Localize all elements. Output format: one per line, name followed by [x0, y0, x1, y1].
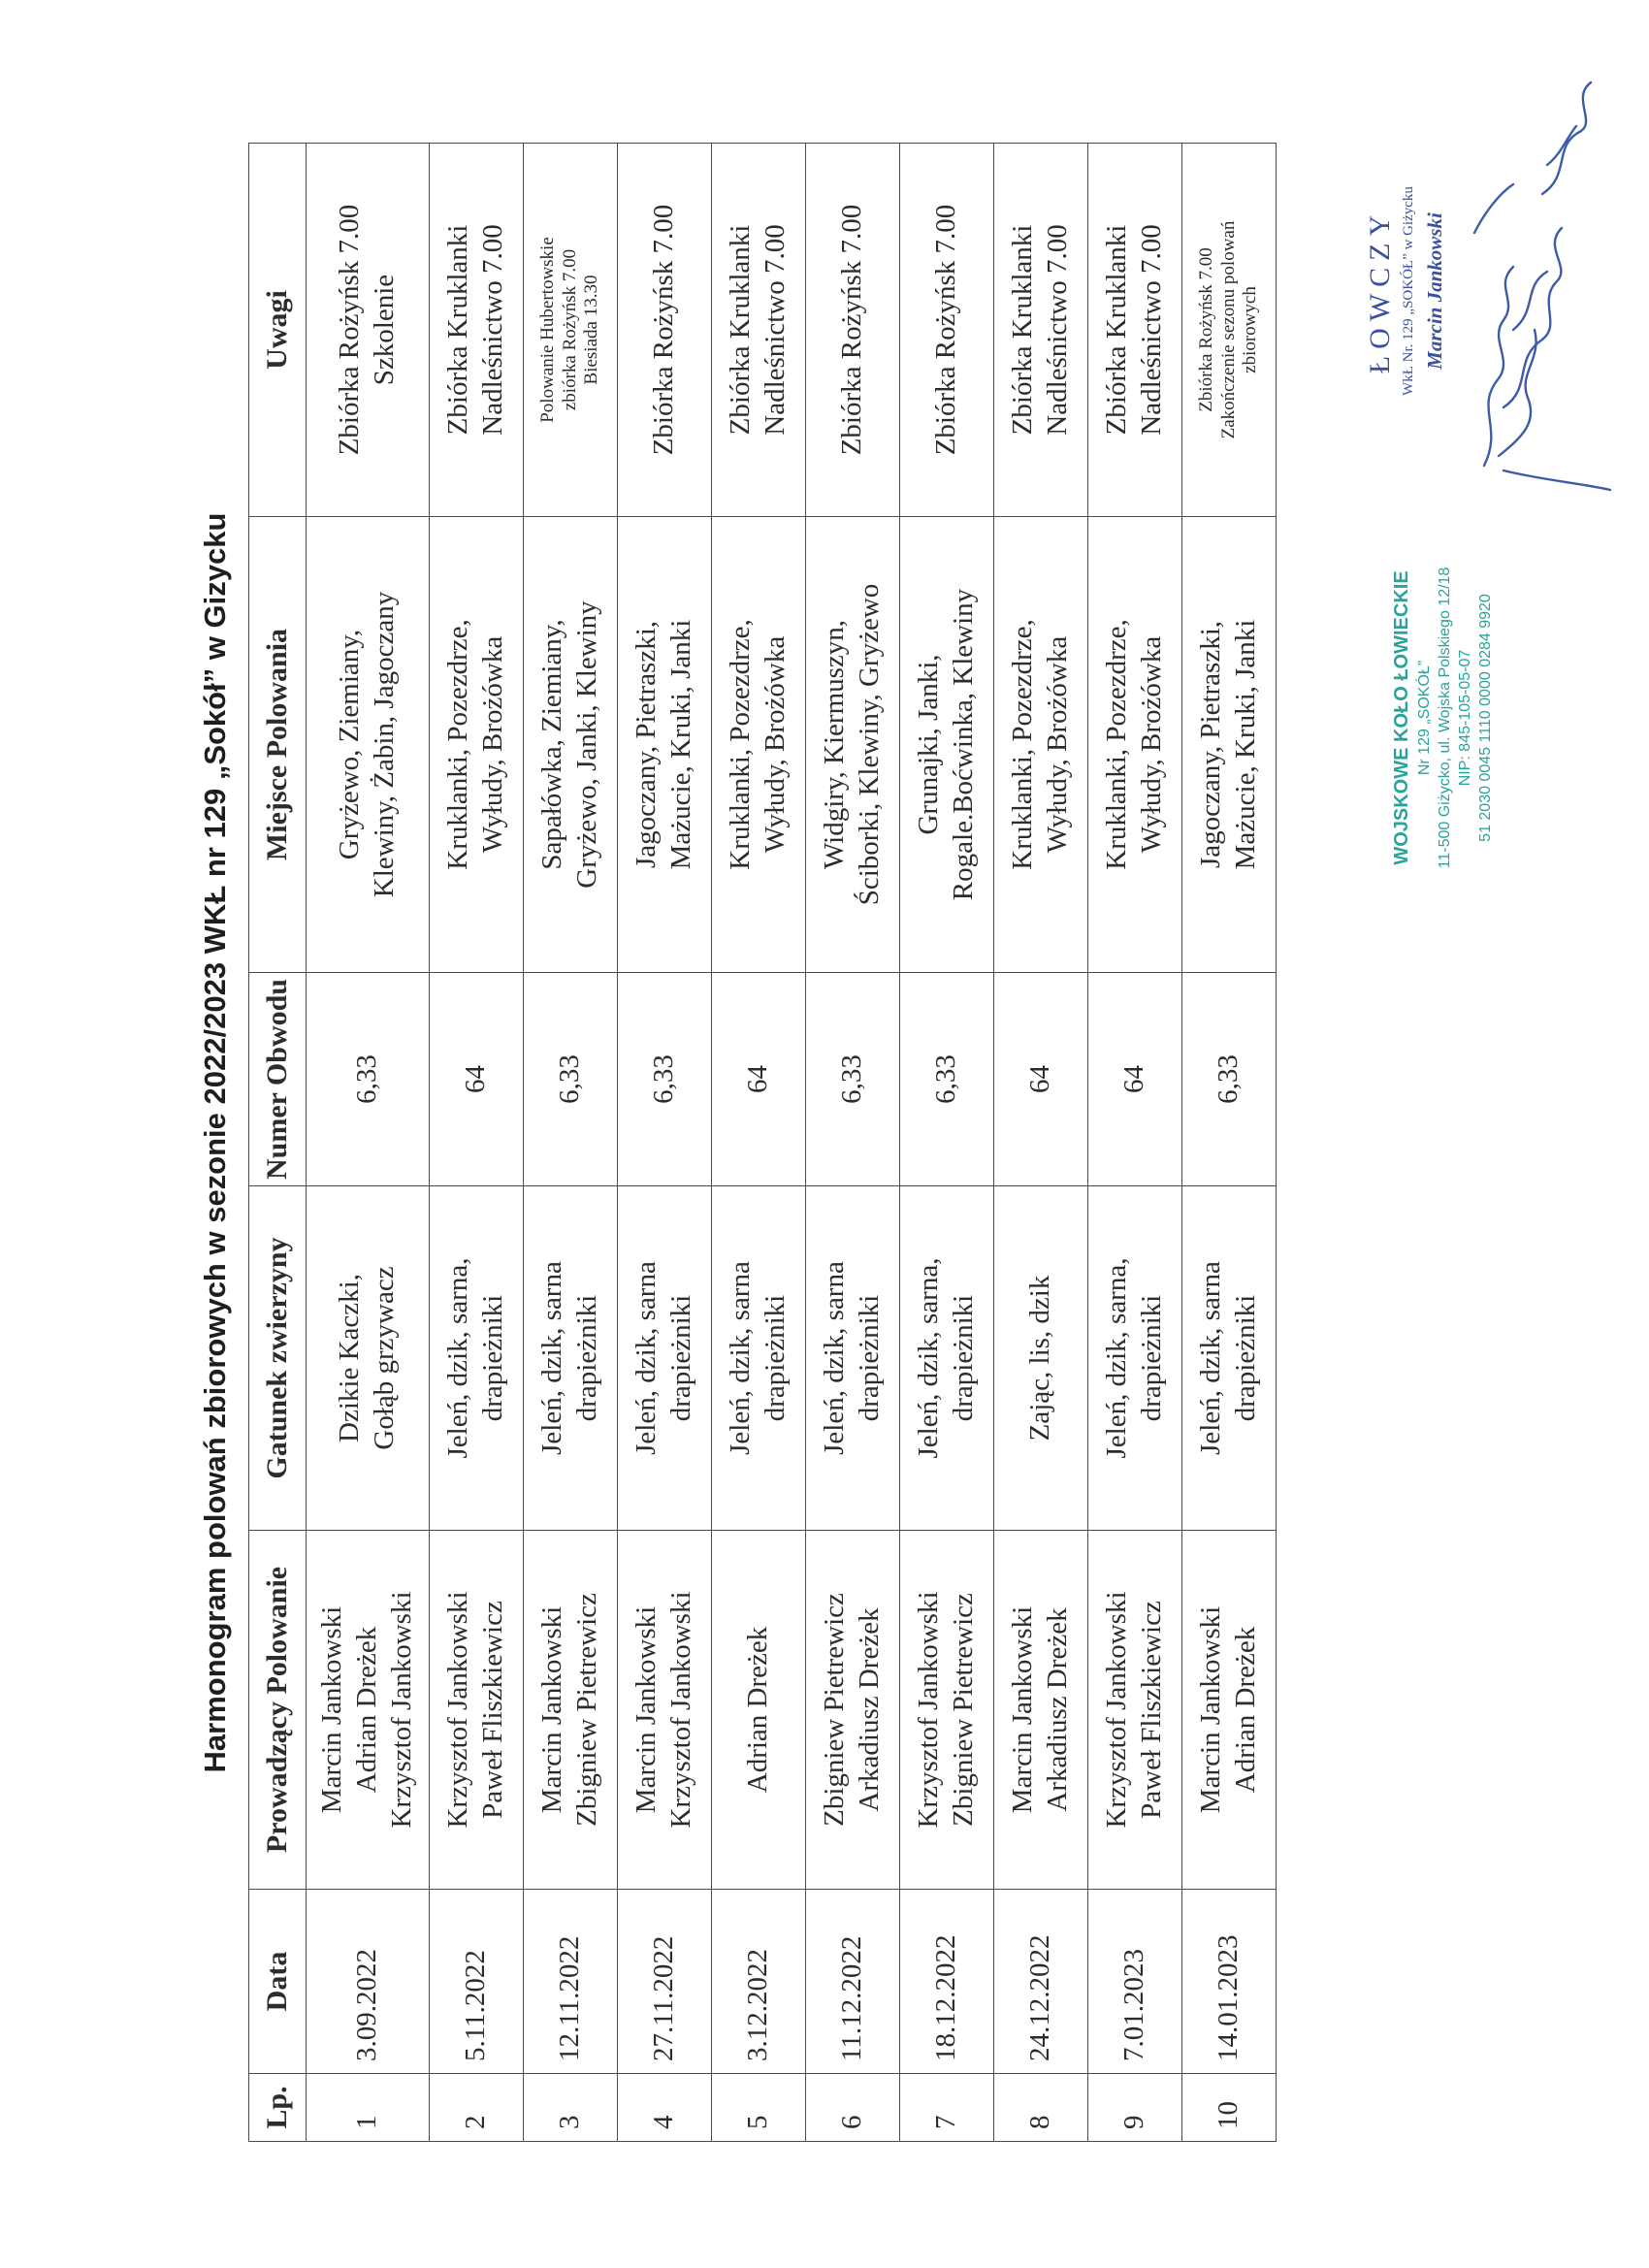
hunt-date [430, 1890, 524, 2074]
hunt-notes-line: Polowanie Hubertowskie [537, 237, 559, 423]
hunt-date-line: 24.12.2022 [1024, 1934, 1056, 2061]
row-number-line: 6 [836, 2115, 868, 2129]
hunt-leaders-line: Adrian Dreżek [351, 1626, 383, 1794]
hunt-notes [1088, 144, 1182, 517]
game-species-line: drapieżniki [854, 1294, 885, 1422]
hunt-leaders [307, 1531, 430, 1890]
hunt-leaders-line: Marcin Jankowski [316, 1605, 348, 1814]
table-row [712, 144, 806, 2142]
district-number [900, 973, 994, 1186]
hunt-date [806, 1890, 900, 2074]
hunt-date-line: 3.12.2022 [742, 1949, 774, 2061]
district-number-line: 6,33 [930, 1054, 962, 1104]
hunt-leaders-line: Arkadiusz Dreżek [1042, 1607, 1073, 1812]
column-header: Data [249, 1890, 307, 2074]
hunt-notes-line: Zbiórka Rożyńsk 7.00 [648, 204, 680, 456]
hunt-location-line: Grunajki, Janki, [913, 654, 945, 835]
hunt-date [900, 1890, 994, 2074]
hunt-date [1182, 1890, 1277, 2074]
table-row [430, 144, 524, 2142]
hunt-date-line: 14.01.2023 [1212, 1934, 1245, 2061]
row-number-line: 10 [1212, 2101, 1245, 2129]
game-species-line: Jeleń, dzik, sarna [819, 1261, 851, 1455]
district-number-line: 64 [1024, 1065, 1056, 1093]
hunt-location [524, 517, 618, 973]
hunt-date [994, 1890, 1088, 2074]
hunt-leaders [900, 1531, 994, 1890]
column-header: Lp. [249, 2074, 307, 2142]
district-number [1088, 973, 1182, 1186]
hunt-notes-line: Zbiórka Kruklanki [1007, 224, 1039, 436]
hunt-leaders-line: Arkadiusz Dreżek [854, 1607, 885, 1812]
hunt-location [806, 517, 900, 973]
column-header: Numer Obwodu [249, 973, 307, 1186]
hunt-date-line: 11.12.2022 [836, 1935, 868, 2061]
row-number [806, 2074, 900, 2142]
hunt-leaders-line: Paweł Fliszkiewicz [1136, 1601, 1167, 1819]
hunt-location [618, 517, 712, 973]
hunt-location-line: Gryżewo, Ziemiany, [334, 629, 366, 860]
row-number-line: 8 [1024, 2115, 1056, 2129]
hunt-leaders [994, 1531, 1088, 1890]
game-species-line: Jeleń, dzik, sarna [1195, 1261, 1227, 1455]
hunt-location-line: Gryżewo, Janki, Klewiny [571, 600, 602, 889]
hunt-notes [712, 144, 806, 517]
hunt-location-line: Wyłudy, Brożówka [477, 635, 508, 854]
game-species [712, 1186, 806, 1531]
hunt-notes [900, 144, 994, 517]
schedule-table [248, 143, 1277, 2142]
hunt-notes-line: Zbiórka Kruklanki [725, 224, 757, 436]
hunt-leaders-line: Krzysztof Jankowski [665, 1591, 696, 1829]
table-row [1182, 144, 1277, 2142]
game-species-line: drapieżniki [760, 1294, 791, 1422]
hunt-location-line: Sapałówka, Ziemiany, [536, 619, 568, 870]
hunt-notes-line: Nadleśnictwo 7.00 [1042, 224, 1073, 436]
row-number [1088, 2074, 1182, 2142]
district-number-line: 64 [460, 1065, 492, 1093]
hunt-leaders-line: Krzysztof Jankowski [442, 1591, 474, 1829]
hunt-date [1088, 1890, 1182, 2074]
game-species [1088, 1186, 1182, 1531]
hunt-leaders [618, 1531, 712, 1890]
hunt-notes-line: zbiórka Rożyńsk 7.00 [559, 248, 580, 411]
district-number-line: 64 [1118, 1065, 1150, 1093]
hunt-notes-line: Zbiórka Rożyńsk 7.00 [334, 204, 366, 456]
game-species-line: drapieżniki [477, 1294, 508, 1422]
hunt-leaders [430, 1531, 524, 1890]
hunt-location-line: Kruklanki, Pozezdrze, [1007, 619, 1039, 870]
hunt-notes-line: Zbiórka Rożyńsk 7.00 [1196, 247, 1217, 412]
club-stamp-nip: NIP: 845-105-05-07 [1457, 649, 1473, 787]
game-species-line: drapieżniki [665, 1294, 696, 1422]
district-number-line: 6,33 [836, 1054, 868, 1104]
district-number-line: 6,33 [351, 1054, 383, 1104]
game-species-line: Jeleń, dzik, sarna, [913, 1257, 945, 1459]
hunt-date [524, 1890, 618, 2074]
row-number-line: 9 [1118, 2115, 1150, 2129]
district-number-line: 6,33 [648, 1054, 680, 1104]
table-row [900, 144, 994, 2142]
club-stamp [1389, 490, 1515, 946]
hunt-location-line: Jagoczany, Pietraszki, [1195, 621, 1227, 868]
hunt-location [712, 517, 806, 973]
hunt-location-line: Ściborki, Klewiny, Gryżewo [854, 583, 885, 906]
table-row [806, 144, 900, 2142]
column-header: Uwagi [249, 144, 307, 517]
hunt-date-line: 18.12.2022 [930, 1934, 962, 2061]
hunt-notes-line: Zbiórka Rożyńsk 7.00 [930, 204, 962, 456]
hunt-location [1088, 517, 1182, 973]
game-species [900, 1186, 994, 1531]
hunt-leaders [1088, 1531, 1182, 1890]
hunt-location [994, 517, 1088, 973]
hunt-leaders-line: Krzysztof Jankowski [385, 1591, 417, 1829]
hunt-notes-line: Zbiórka Rożyńsk 7.00 [836, 204, 868, 456]
hunt-leaders-line: Adrian Dreżek [1230, 1626, 1261, 1794]
hunt-date [307, 1890, 430, 2074]
hunt-location-line: Jagoczany, Pietraszki, [630, 621, 663, 868]
district-number-line: 6,33 [554, 1054, 586, 1104]
document-title: Harmonogram polowań zbiorowych w sezonie 2022/2023 WKŁ nr 129 „Sokół” w Gizycku [198, 512, 232, 1773]
hunt-notes [307, 144, 430, 517]
game-species-line: Jeleń, dzik, sarna [630, 1261, 663, 1455]
hunt-notes-line: Biesiada 13.30 [581, 275, 602, 385]
game-species-line: drapieżniki [1136, 1294, 1167, 1422]
handwritten-signature [1445, 39, 1620, 495]
district-number-line: 64 [742, 1065, 774, 1093]
row-number-line: 7 [930, 2115, 962, 2129]
hunt-location [900, 517, 994, 973]
hunt-location-line: Wyłudy, Brożówka [1042, 635, 1073, 854]
row-number-line: 3 [554, 2115, 586, 2129]
hunt-location [430, 517, 524, 973]
hunt-location-line: Klewiny, Żabin, Jagoczany [369, 591, 400, 898]
table-header-row [249, 144, 307, 2142]
column-header: Gatunek zwierzyny [249, 1186, 307, 1531]
row-number [307, 2074, 430, 2142]
district-number [712, 973, 806, 1186]
hunt-notes [994, 144, 1088, 517]
district-number [1182, 973, 1277, 1186]
district-number [307, 973, 430, 1186]
stamp-club-line: WkŁ Nr. 129 „SOKÓŁ” w Giżycku [1401, 186, 1416, 396]
hunt-leaders [806, 1531, 900, 1890]
table-row [618, 144, 712, 2142]
hunt-date-line: 5.11.2022 [460, 1950, 492, 2061]
hunt-location [307, 517, 430, 973]
hunt-location-line: Widgiry, Kiermuszyn, [819, 619, 851, 870]
game-species-line: Gołąb grzywacz [369, 1266, 400, 1450]
hunt-location-line: Rogale.Boćwinka, Klewiny [948, 588, 979, 901]
hunt-leaders-line: Krzysztof Jankowski [913, 1591, 945, 1829]
hunt-notes [524, 144, 618, 517]
game-species-line: Dzikie Kaczki, [334, 1274, 366, 1442]
row-number [618, 2074, 712, 2142]
game-species-line: drapieżniki [571, 1294, 602, 1422]
row-number-line: 4 [648, 2115, 680, 2129]
hunt-notes-line: Szkolenie [369, 274, 400, 386]
hunt-location-line: Kruklanki, Pozezdrze, [1101, 619, 1133, 870]
hunt-leaders-line: Marcin Jankowski [1195, 1605, 1227, 1814]
hunt-leaders [712, 1531, 806, 1890]
game-species-line: Zając, lis, dzik [1024, 1275, 1056, 1442]
hunt-notes-line: Nadleśnictwo 7.00 [1136, 224, 1167, 436]
game-species [524, 1186, 618, 1531]
hunt-leaders-line: Marcin Jankowski [630, 1605, 663, 1814]
hunt-location-line: Mażucie, Kruki, Janki [1230, 619, 1261, 870]
club-stamp-number: Nr 129 „SOKÓŁ” [1416, 660, 1433, 776]
hunt-notes [1182, 144, 1277, 517]
hunt-notes-line: Zbiórka Kruklanki [442, 224, 474, 436]
hunt-date-line: 3.09.2022 [351, 1949, 383, 2061]
hunt-notes [618, 144, 712, 517]
hunt-notes-line: Nadleśnictwo 7.00 [760, 224, 791, 436]
stamp-title: ŁOWCZY [1364, 208, 1396, 374]
hunt-notes-line: Zakończenie sezonu polowań [1217, 220, 1239, 439]
row-number-line: 1 [351, 2115, 383, 2129]
hunt-date-line: 12.11.2022 [554, 1935, 586, 2061]
game-species [1182, 1186, 1277, 1531]
hunt-notes-line: zbiorowych [1240, 286, 1261, 373]
hunt-leaders [524, 1531, 618, 1890]
table-row [307, 144, 430, 2142]
stamp-name: Marcin Jankowski [1423, 212, 1446, 370]
district-number [430, 973, 524, 1186]
hunt-leaders-line: Zbigniew Pietrewicz [948, 1593, 979, 1827]
game-species [307, 1186, 430, 1531]
game-species [430, 1186, 524, 1531]
hunt-leaders-line: Marcin Jankowski [536, 1605, 568, 1814]
table-row [524, 144, 618, 2142]
hunt-notes [806, 144, 900, 517]
column-header: Prowadzący Polowanie [249, 1531, 307, 1890]
hunt-notes-line: Zbiórka Kruklanki [1101, 224, 1133, 436]
hunt-notes [430, 144, 524, 517]
district-number [806, 973, 900, 1186]
district-number-line: 6,33 [1212, 1054, 1245, 1104]
hunt-leaders-line: Zbigniew Pietrewicz [819, 1593, 851, 1827]
row-number-line: 2 [460, 2115, 492, 2129]
hunt-location [1182, 517, 1277, 973]
hunt-location-line: Kruklanki, Pozezdrze, [442, 619, 474, 870]
hunt-date [712, 1890, 806, 2074]
club-stamp-account: 51 2030 0045 1110 0000 0284 9920 [1477, 594, 1494, 842]
hunt-location-line: Wyłudy, Brożówka [1136, 635, 1167, 854]
column-header: Miejsce Polowania [249, 517, 307, 973]
district-number [994, 973, 1088, 1186]
club-stamp-address: 11-500 Giżycko, ul. Wojska Polskiego 12/18 [1437, 567, 1453, 869]
hunt-location-line: Wyłudy, Brożówka [760, 635, 791, 854]
hunt-date-line: 27.11.2022 [648, 1935, 680, 2061]
district-number [524, 973, 618, 1186]
game-species-line: drapieżniki [948, 1294, 979, 1422]
game-species-line: Jeleń, dzik, sarna, [1101, 1257, 1133, 1459]
row-number-line: 5 [742, 2115, 774, 2129]
game-species [994, 1186, 1088, 1531]
hunt-leaders-line: Krzysztof Jankowski [1101, 1591, 1133, 1829]
hunt-leaders-line: Paweł Fliszkiewicz [477, 1601, 508, 1819]
table-body [307, 144, 1277, 2142]
game-species-line: Jeleń, dzik, sarna [536, 1261, 568, 1455]
hunt-location-line: Mażucie, Kruki, Janki [665, 619, 696, 870]
hunt-location-line: Kruklanki, Pozezdrze, [725, 619, 757, 870]
hunt-notes-line: Nadleśnictwo 7.00 [477, 224, 508, 436]
row-number [1182, 2074, 1277, 2142]
rotated-document [182, 144, 1293, 2142]
game-species-line: Jeleń, dzik, sarna [725, 1261, 757, 1455]
table-row [994, 144, 1088, 2142]
hunt-leaders-line: Marcin Jankowski [1007, 1605, 1039, 1814]
row-number [712, 2074, 806, 2142]
district-number [618, 973, 712, 1186]
game-species [806, 1186, 900, 1531]
row-number [430, 2074, 524, 2142]
table-row [1088, 144, 1182, 2142]
hunt-date [618, 1890, 712, 2074]
row-number [900, 2074, 994, 2142]
hunt-leaders [1182, 1531, 1277, 1890]
row-number [524, 2074, 618, 2142]
row-number [994, 2074, 1088, 2142]
game-species [618, 1186, 712, 1531]
hunt-leaders-line: Zbigniew Pietrewicz [571, 1593, 602, 1827]
hunt-leaders-line: Adrian Dreżek [742, 1626, 774, 1794]
game-species-line: Jeleń, dzik, sarna, [442, 1257, 474, 1459]
game-species-line: drapieżniki [1230, 1294, 1261, 1422]
hunt-date-line: 7.01.2023 [1118, 1949, 1150, 2061]
club-stamp-name: WOJSKOWE KOŁO ŁOWIECKIE [1391, 570, 1412, 865]
